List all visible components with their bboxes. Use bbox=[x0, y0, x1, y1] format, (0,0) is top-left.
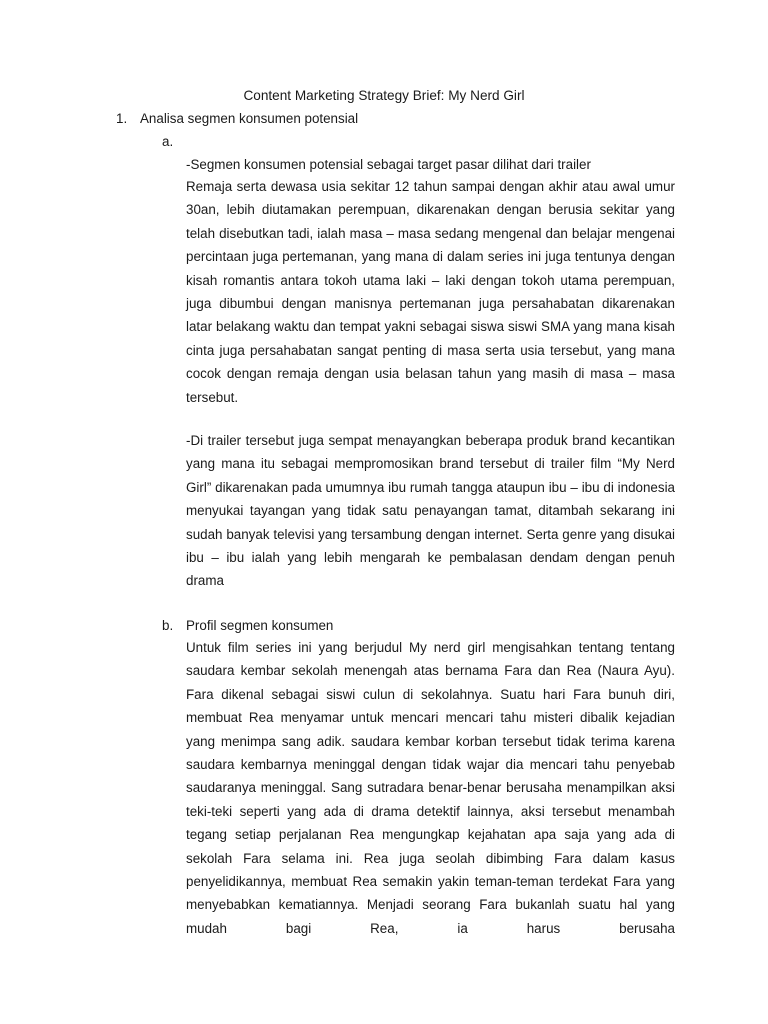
section-number: 1. bbox=[116, 111, 128, 126]
list-marker-b: b. bbox=[162, 618, 174, 633]
profile-heading: Profil segmen konsumen bbox=[186, 618, 334, 633]
segment-paragraph-body: Remaja serta dewasa usia sekitar 12 tahun sampai dengan akhir atau awal umur 30an, lebih diutamakan perempuan, dikarenakan dengan berusia sekitar yang telah disebutkan tadi, ialah masa – masa sedang mengenal dan belajar mengenai percintaan juga pertemanan, yang mana di dalam series ini juga tentunya dengan kisah romantis antara tokoh utama laki – laki dengan tokoh utama perempuan, juga dibumbui dengan manisnya pertemanan juga persahabatan dikarenakan latar belakang waktu dan tempat yakni sebagai siswa siswi SMA yang mana kisah cinta juga persahabatan sangat penting di masa serta usia tersebut, yang mana cocok dengan remaja dengan usia belasan tahun yang masih di masa – masa tersebut. bbox=[186, 179, 675, 405]
profile-paragraph: Untuk film series ini yang berjudul My nerd girl mengisahkan tentang tentang saudara kembar sekolah menengah atas bernama Fara dan Rea (Naura Ayu). Fara dikenal sebagai siswi culun di sekolahnya. Suatu hari Fara bunuh diri, membuat Rea menyamar untuk mencari mencari tahu misteri dibalik kejadian yang menimpa sang adik. saudara kembar korban tersebut tidak terima karena saudara kembarnya meninggal dengan tidak wajar dia mencari tahu penyebab saudaranya meninggal. Sang sutradara benar-benar berusaha menampilkan aksi teki-teki seperti yang ada di drama detektif lainnya, aksi tersebut menambah tegang setiap perjalanan Rea mengungkap kejahatan apa saja yang ada di sekolah Fara selama ini. Rea juga seolah dibimbing Fara dalam kasus penyelidikannya, membuat Rea semakin yakin teman-teman terdekat Fara yang menyebabkan kematiannya. Menjadi seorang Fara bukanlah suatu hal yang mudah bagi Rea, ia harus berusaha bbox=[186, 640, 675, 936]
section-heading: Analisa segmen konsumen potensial bbox=[140, 111, 359, 126]
document-title: Content Marketing Strategy Brief: My Nerd Girl bbox=[243, 88, 525, 103]
segment-paragraph-heading: -Segmen konsumen potensial sebagai target pasar dilihat dari trailer bbox=[186, 157, 591, 172]
product-placement-paragraph: -Di trailer tersebut juga sempat menayangkan beberapa produk brand kecantikan yang mana itu sebagai mempromosikan brand tersebut di trailer film “My Nerd Girl” dikarenakan pada umumnya ibu rumah tangga ataupun ibu – ibu di indonesia menyukai tayangan yang tidak satu penayangan tamat, ditambah sekarang ini sudah banyak televisi yang tersambung dengan internet. Serta genre yang disukai ibu – ibu ialah yang lebih mengarah ke pembalasan dendam dengan penuh drama bbox=[186, 433, 675, 589]
list-marker-a: a. bbox=[162, 134, 174, 149]
